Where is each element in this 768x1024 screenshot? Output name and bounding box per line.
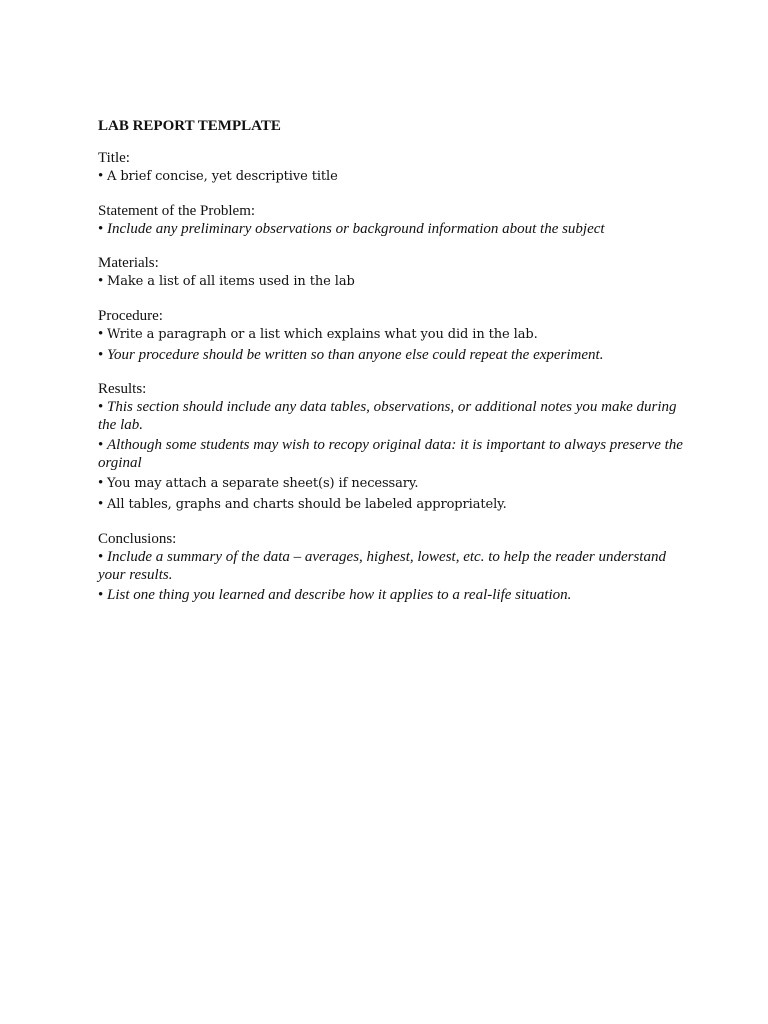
section-title	[98, 149, 688, 186]
list-item	[98, 325, 688, 344]
section-statement-of-problem	[98, 202, 688, 238]
bullet-glyph: •	[98, 168, 104, 184]
list-item-text: Your procedure should be written so than anyone else could repeat the experiment.	[107, 347, 604, 363]
bullet-glyph: •	[98, 496, 104, 512]
list-item	[98, 586, 688, 604]
bullet-list	[98, 220, 688, 238]
section-materials	[98, 254, 688, 291]
section-heading: Conclusions:	[98, 531, 177, 547]
list-item-text: Make a list of all items used in the lab	[107, 274, 355, 289]
bullet-glyph: •	[98, 475, 104, 491]
section-conclusions	[98, 530, 688, 604]
section-heading: Statement of the Problem:	[98, 203, 256, 219]
list-item-text: Although some students may wish to recopy original data: it is important to always preserve the orginal	[98, 437, 683, 471]
list-item-text: This section should include any data tables, observations, or additional notes you make during the lab.	[98, 399, 677, 433]
section-procedure	[98, 307, 688, 364]
list-item-text: You may attach a separate sheet(s) if necessary.	[107, 476, 419, 491]
list-item	[98, 346, 688, 364]
bullet-list	[98, 325, 688, 364]
list-item-text: All tables, graphs and charts should be labeled appropriately.	[107, 497, 507, 512]
list-item-text: A brief concise, yet descriptive title	[107, 169, 338, 184]
bullet-glyph: •	[98, 347, 104, 363]
bullet-list	[98, 272, 688, 291]
bullet-glyph: •	[98, 437, 104, 453]
bullet-glyph: •	[98, 549, 104, 565]
list-item	[98, 436, 688, 472]
bullet-list	[98, 167, 688, 186]
list-item-text: Write a paragraph or a list which explains what you did in the lab.	[107, 327, 538, 342]
section-heading: Procedure:	[98, 308, 163, 324]
section-results	[98, 380, 688, 514]
bullet-glyph: •	[98, 326, 104, 342]
section-heading: Materials:	[98, 255, 159, 271]
list-item	[98, 398, 688, 434]
section-heading: Title:	[98, 150, 130, 166]
list-item	[98, 220, 688, 238]
list-item	[98, 474, 688, 493]
bullet-glyph: •	[98, 221, 104, 237]
list-item	[98, 272, 688, 291]
list-item	[98, 167, 688, 186]
bullet-glyph: •	[98, 273, 104, 289]
list-item	[98, 495, 688, 514]
section-heading: Results:	[98, 381, 147, 397]
document-title: LAB REPORT TEMPLATE	[98, 118, 281, 134]
bullet-glyph: •	[98, 399, 104, 415]
list-item	[98, 548, 688, 584]
bullet-glyph: •	[98, 587, 104, 603]
document-page	[98, 116, 688, 620]
bullet-list	[98, 398, 688, 514]
list-item-text: Include any preliminary observations or background information about the subject	[107, 221, 605, 237]
bullet-list	[98, 548, 688, 604]
list-item-text: Include a summary of the data – averages, highest, lowest, etc. to help the reader understand your results.	[98, 549, 666, 583]
list-item-text: List one thing you learned and describe how it applies to a real-life situation.	[107, 587, 572, 603]
